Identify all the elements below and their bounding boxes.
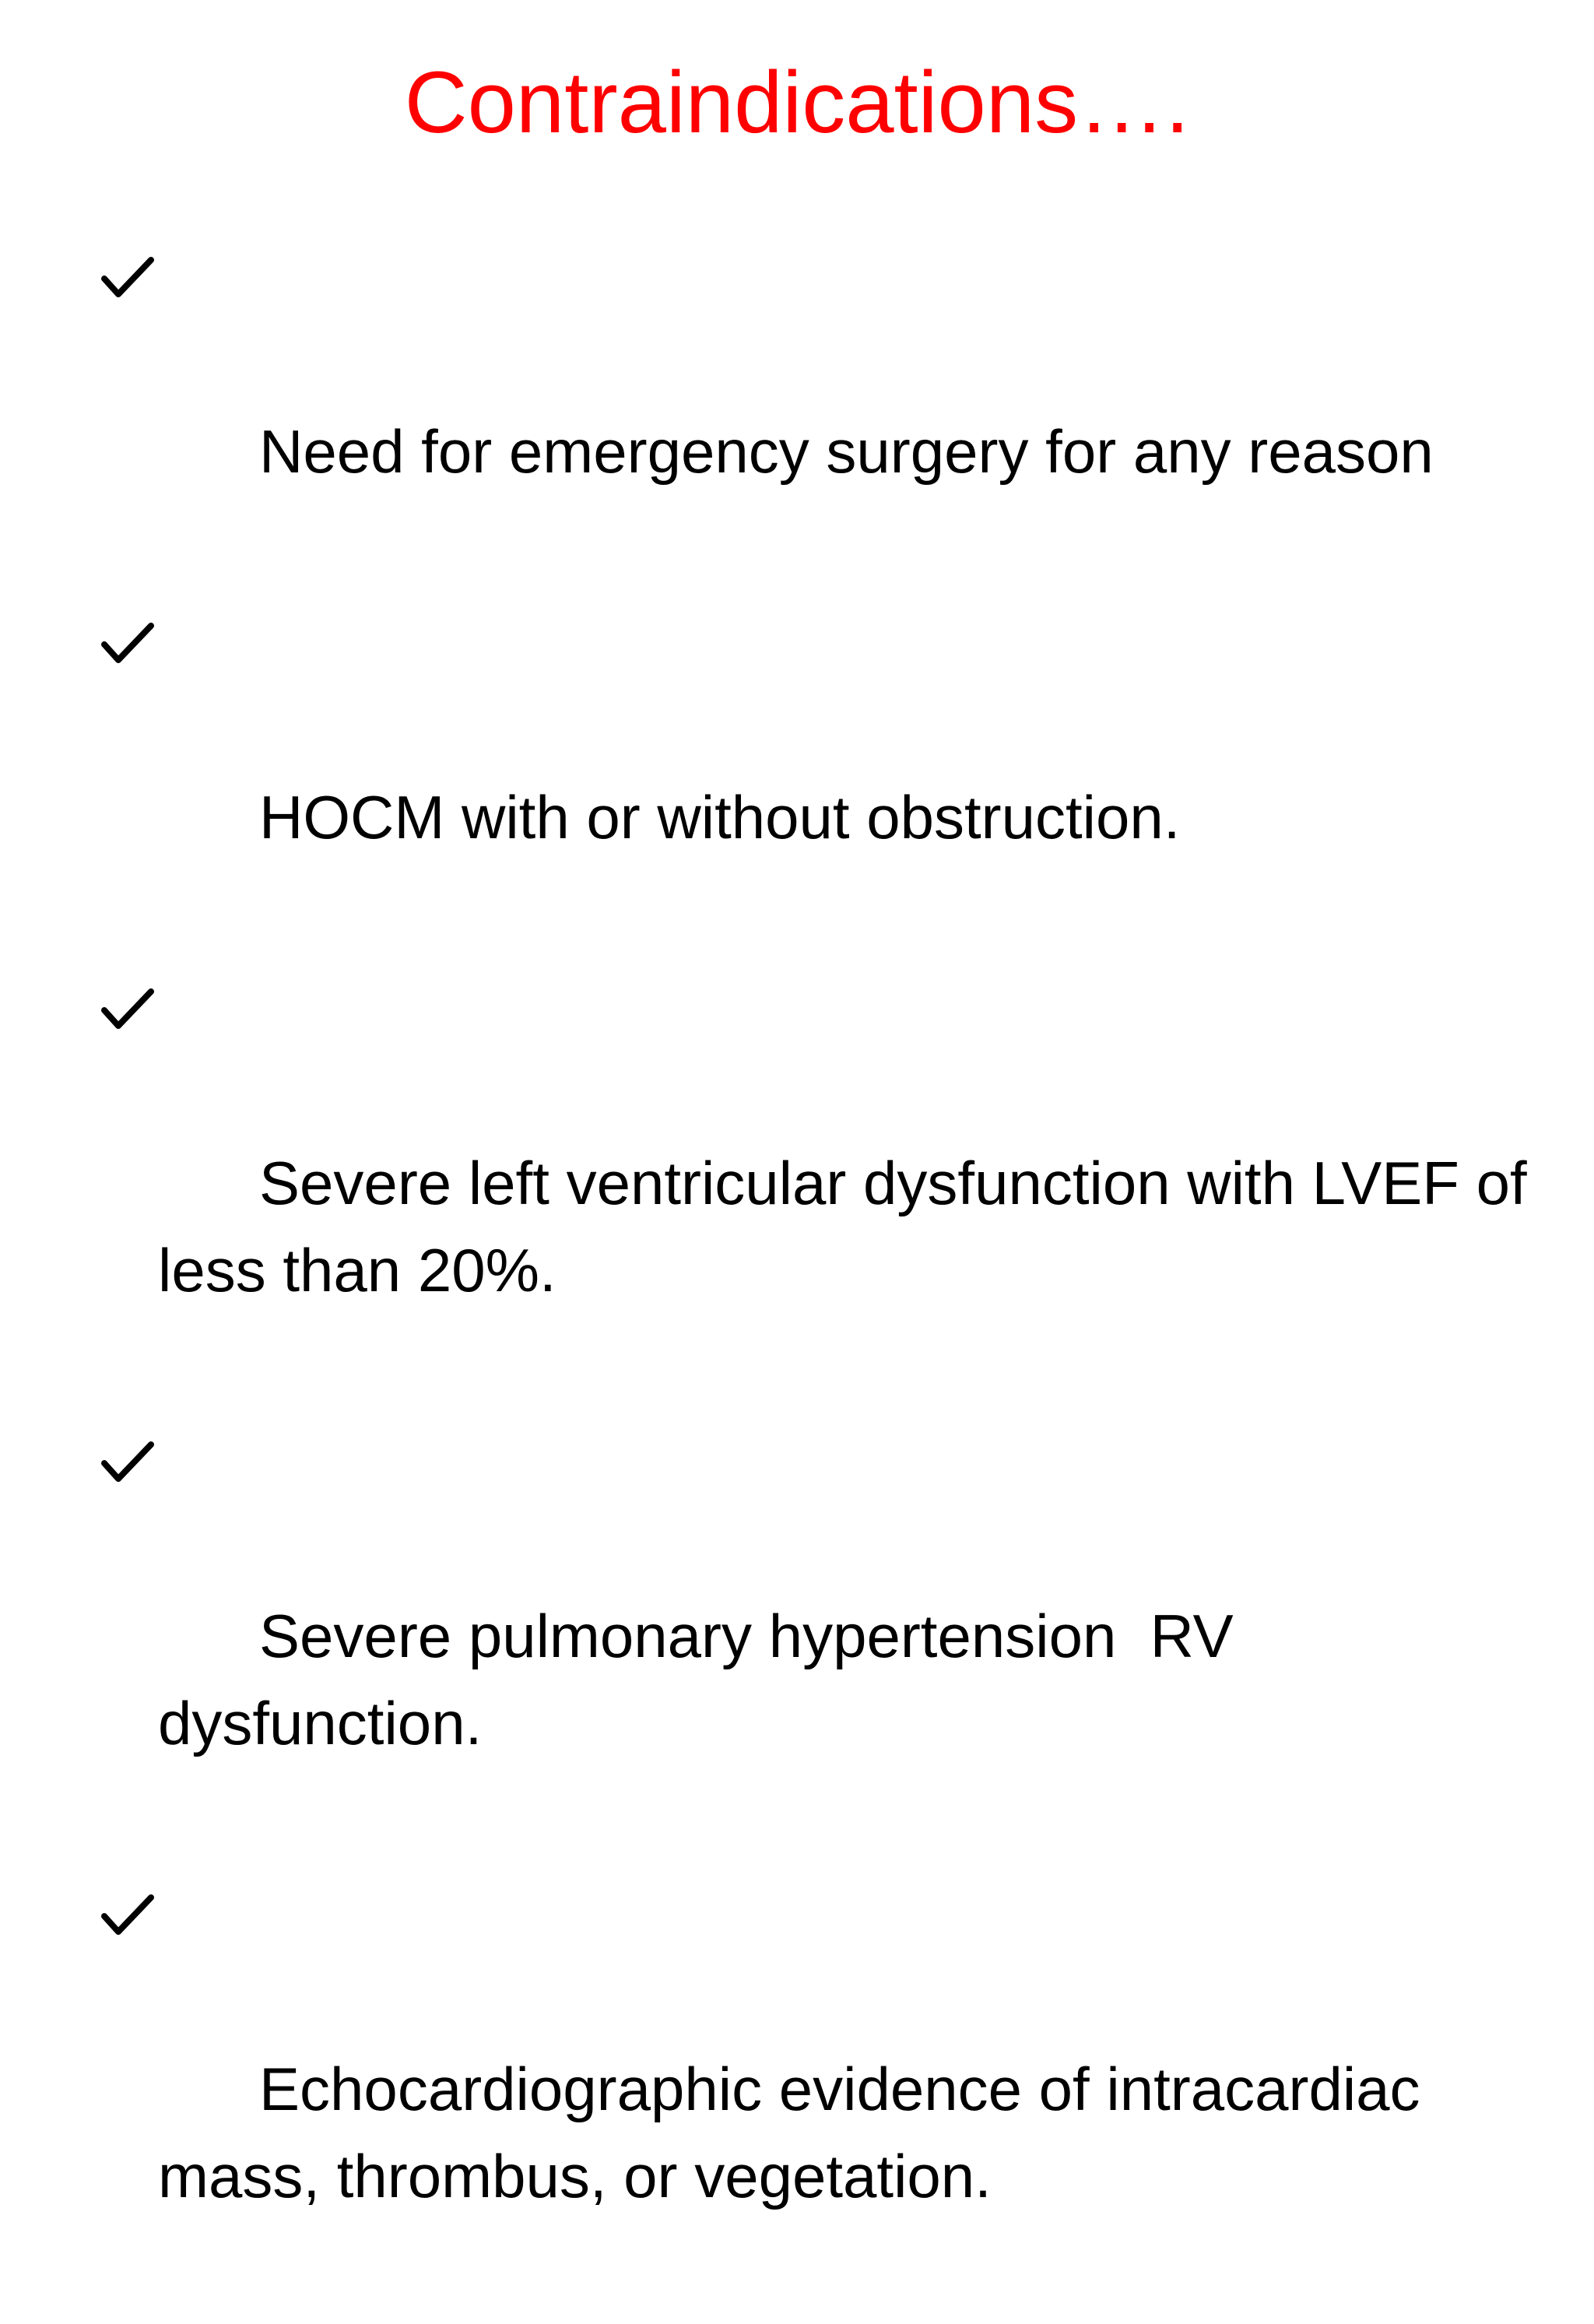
check-icon — [101, 257, 154, 297]
check-icon — [101, 988, 154, 1029]
bullet-item — [101, 965, 1580, 1401]
check-icon — [101, 1894, 154, 1935]
bullet-item — [101, 599, 1580, 948]
bullet-text: HOCM with or without obstruction. — [259, 783, 1181, 851]
bullet-item — [101, 1871, 1580, 2307]
bullet-text: Severe left ventricular dysfunction with LVEF of less than 20%. — [158, 1149, 1544, 1304]
check-icon — [101, 623, 154, 663]
bullet-item — [101, 233, 1580, 582]
bullet-text: Severe pulmonary hypertension RV dysfunction. — [158, 1602, 1267, 1757]
bullet-text: Need for emergency surgery for any reason — [259, 417, 1434, 486]
bullet-list — [101, 233, 1580, 2324]
bullet-item — [101, 1418, 1580, 1854]
bullet-text: Echocardiographic evidence of intracardiac mass, thrombus, or vegetation. — [158, 2055, 1438, 2210]
check-icon — [101, 1441, 154, 1482]
slide-title: Contraindications…. — [404, 54, 1190, 151]
